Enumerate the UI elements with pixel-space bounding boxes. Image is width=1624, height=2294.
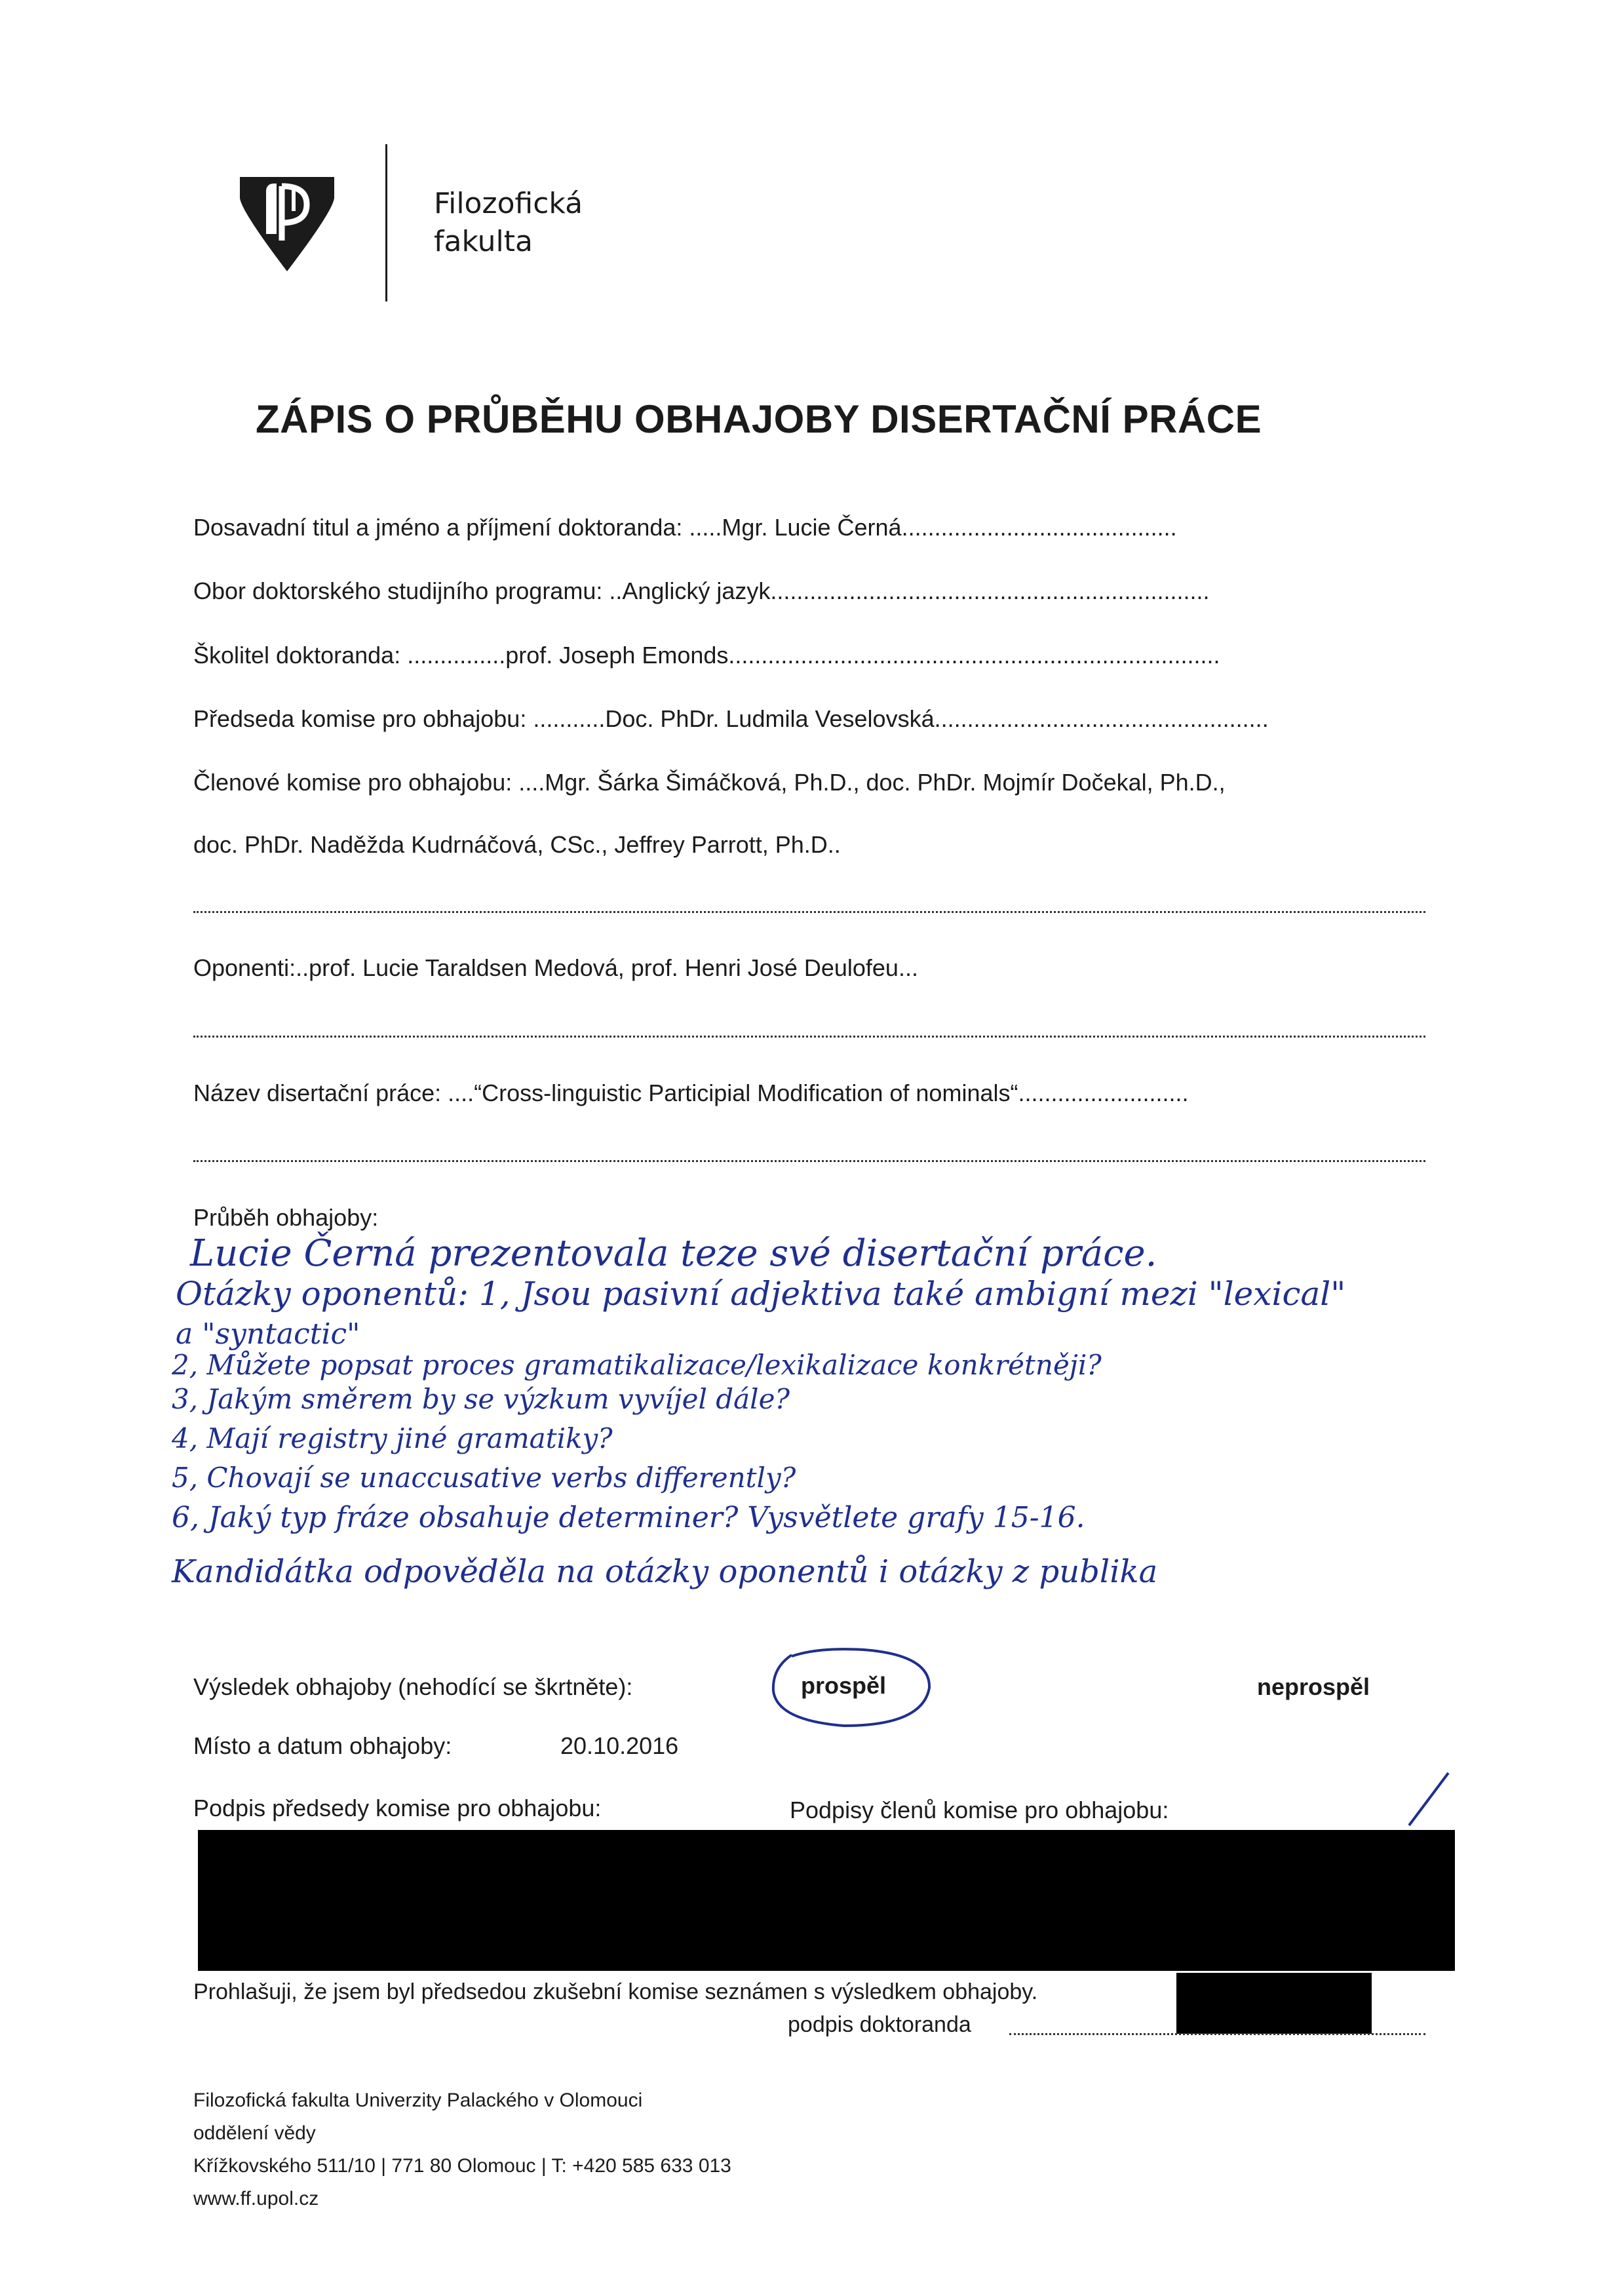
- place-date-value: 20.10.2016: [560, 1732, 679, 1759]
- redacted-student-signature: [1176, 1973, 1372, 2034]
- signature-stroke: [1402, 1770, 1455, 1829]
- handwritten-note: Lucie Černá prezentovala teze své disertační práce.: [190, 1232, 1157, 1275]
- faculty-line-1: Filozofická: [434, 187, 583, 220]
- footer-link[interactable]: www.ff.upol.cz: [193, 2188, 319, 2209]
- defense-course-label: Průběh obhajoby:: [193, 1204, 379, 1231]
- student-signature-line: [1009, 2033, 1425, 2035]
- handwritten-note: 2, Můžete popsat proces gramatikalizace/lexikalizace konkrétněji?: [172, 1349, 1102, 1381]
- faculty-name: [434, 185, 583, 261]
- handwritten-note: 6, Jaký typ fráze obsahuje determiner? Vysvětlete grafy 15-16.: [172, 1501, 1085, 1534]
- faculty-line-2: fakulta: [434, 225, 533, 258]
- committee-chair-field: Předseda komise pro obhajobu: ...........Doc. PhDr. Ludmila Veselovská...................................................: [193, 705, 1269, 732]
- university-logo: [235, 172, 339, 277]
- chair-signature-label: Podpis předsedy komise pro obhajobu:: [193, 1795, 602, 1821]
- opponents-field: Oponenti:..prof. Lucie Taraldsen Medová, prof. Henri José Deulofeu...: [193, 954, 918, 981]
- logo-divider: [385, 144, 387, 301]
- doctoral-candidate-field: Dosavadní titul a jméno a příjmení doktoranda: .....Mgr. Lucie Černá..........................................: [193, 514, 1177, 541]
- blank-line: [193, 1160, 1425, 1162]
- footer-line-2: oddělení vědy: [193, 2122, 316, 2144]
- declaration-text: Prohlašuji, že jsem byl předsedou zkušební komise seznámen s výsledkem obhajoby.: [193, 1979, 1038, 2004]
- handwritten-note: 5, Chovají se unaccusative verbs differently?: [172, 1462, 796, 1494]
- student-signature-label: podpis doktoranda: [788, 2012, 971, 2037]
- study-program-field: Obor doktorského studijního programu: ..Anglický jazyk...................................................................: [193, 577, 1210, 604]
- footer-line-3: Křížkovského 511/10 | 771 80 Olomouc | T: +420 585 633 013: [193, 2155, 731, 2177]
- redacted-signatures: [198, 1830, 1455, 1971]
- thesis-title-field: Název disertační práce: ....“Cross-linguistic Participial Modification of nominals“..........................: [193, 1079, 1189, 1106]
- members-signature-label: Podpisy členů komise pro obhajobu:: [790, 1797, 1169, 1823]
- blank-line: [193, 1036, 1425, 1038]
- footer-line-1: Filozofická fakulta Univerzity Palackého v Olomouci: [193, 2090, 643, 2111]
- committee-members-field: Členové komise pro obhajobu: ....Mgr. Šárka Šimáčková, Ph.D., doc. PhDr. Mojmír Dočekal, Ph.D.,: [193, 769, 1226, 796]
- footer-address: [193, 2084, 731, 2215]
- handwritten-note: 4, Mají registry jiné gramatiky?: [172, 1422, 613, 1454]
- result-pass-option: prospěl: [801, 1672, 887, 1699]
- handwritten-note: 3, Jakým směrem by se výzkum vyvíjel dále?: [172, 1383, 790, 1415]
- handwritten-note: a "syntactic": [176, 1317, 360, 1351]
- result-fail-option: neprospěl: [1257, 1673, 1370, 1700]
- handwritten-note: Otázky oponentů: 1, Jsou pasivní adjektiva také ambigní mezi "lexical": [176, 1275, 1346, 1313]
- supervisor-field: Školitel doktoranda: ...............prof. Joseph Emonds...........................................................................: [193, 642, 1220, 669]
- blank-line: [193, 911, 1425, 913]
- handwritten-note: Kandidátka odpověděla na otázky oponentů i otázky z publika: [172, 1553, 1158, 1590]
- result-label: Výsledek obhajoby (nehodící se škrtněte):: [193, 1673, 633, 1700]
- committee-members-continued: doc. PhDr. Naděžda Kudrnáčová, CSc., Jeffrey Parrott, Ph.D..: [193, 831, 841, 858]
- place-date-label: Místo a datum obhajoby:: [193, 1732, 452, 1759]
- document-title: ZÁPIS O PRŮBĚHU OBHAJOBY DISERTAČNÍ PRÁCE: [256, 397, 1262, 441]
